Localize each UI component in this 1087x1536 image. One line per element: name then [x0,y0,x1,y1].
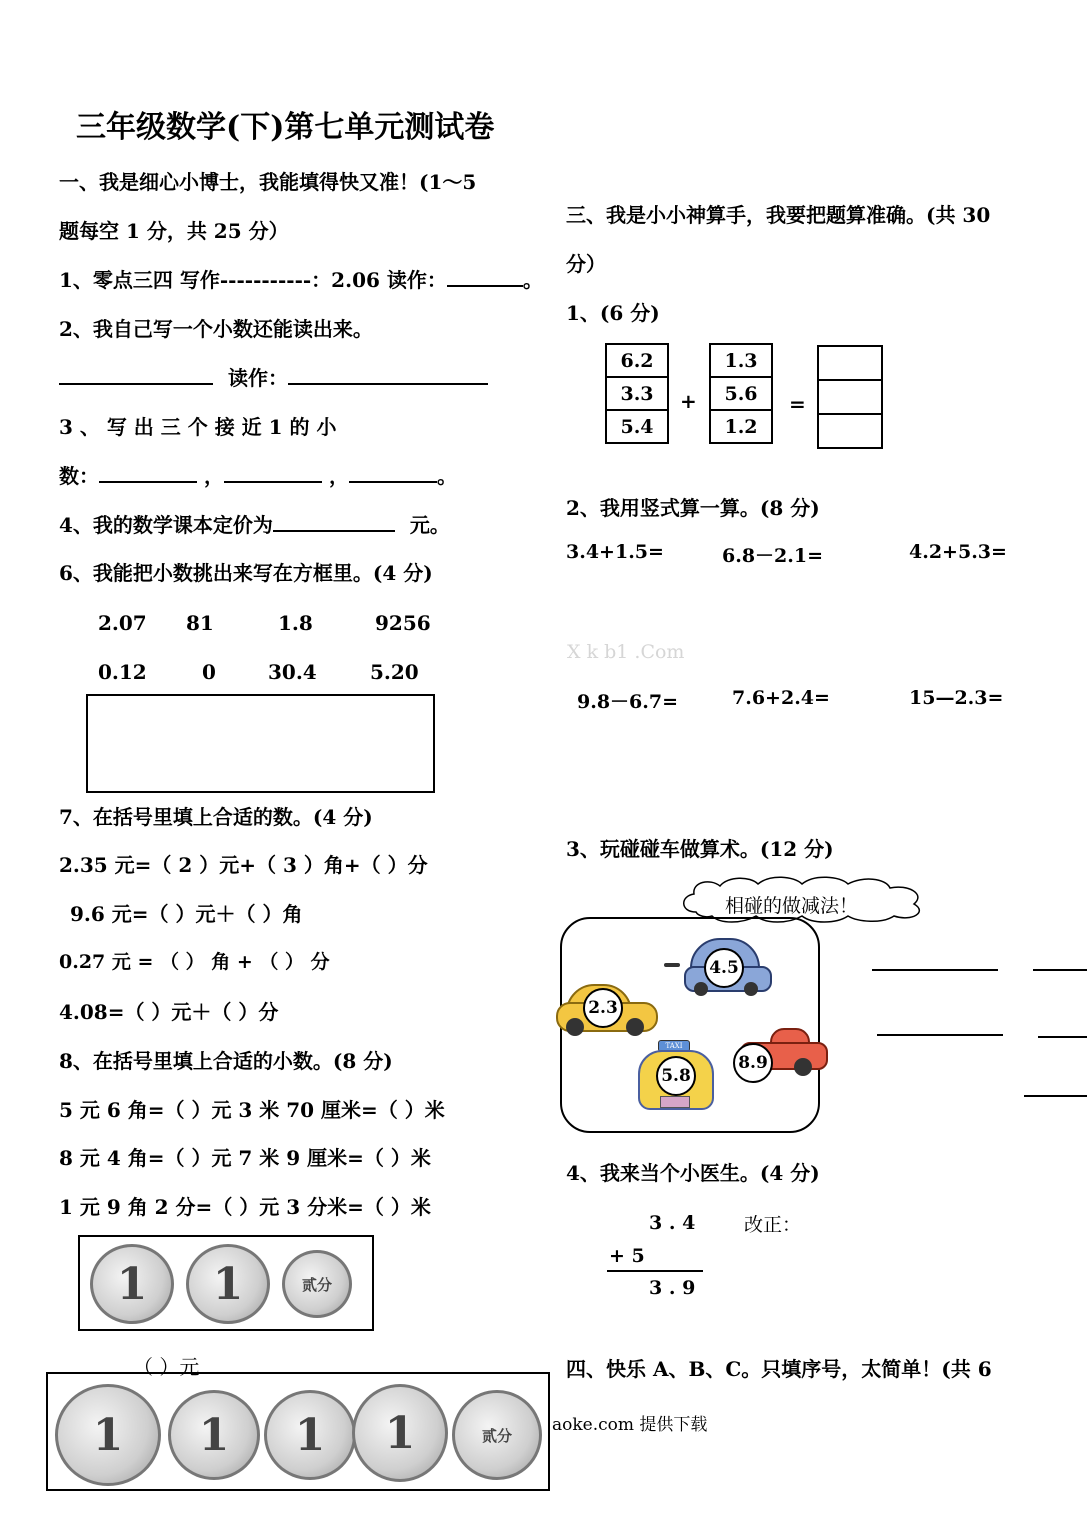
cell: 1.3 [709,343,773,378]
one-yuan-coin-icon: 1 [90,1244,174,1324]
question-3: 3 、 写 出 三 个 接 近 1 的 小 [59,415,337,439]
comma: ， [203,464,224,488]
question-6: 6、我能把小数挑出来写在方框里。(4 分) [59,561,433,585]
answer-cell[interactable] [817,413,883,449]
number: 30.4 [268,660,317,684]
question-3-label: 数： [59,464,99,488]
section-3-heading: 三、我是小小神算手，我要把题算准确。(共 30 [566,203,991,227]
unit-yuan: 元。 [409,513,450,537]
vertical-addend-1: 3 . 4 [649,1212,696,1234]
cell: 5.4 [605,409,669,444]
question-7-line-4: 4.08=（ ）元＋（ ）分 [59,1000,279,1024]
question-7-line-2: 9.6 元=（ ）元＋（ ）角 [70,902,303,926]
number: 0 [202,660,216,684]
cell: 6.2 [605,343,669,378]
calc-item: 15—2.3= [909,687,1004,709]
two-fen-coin-icon: 贰分 [282,1250,352,1318]
calc-item: 7.6+2.4= [732,687,830,709]
sum-line [607,1270,703,1272]
number: 81 [186,611,214,635]
number: 2.07 [98,611,147,635]
plus-sign: + [680,389,697,413]
period: 。 [522,268,543,292]
calc-question-3: 3、玩碰碰车做算术。(12 分) [566,837,834,861]
question-2: 2、我自己写一个小数还能读出来。 [59,317,373,341]
number: 9256 [375,611,431,635]
question-1 [59,264,543,293]
column-b [709,345,773,444]
cell: 3.3 [605,376,669,411]
answer-blank[interactable] [273,529,395,532]
car-value: 4.5 [704,948,744,988]
result-column [817,347,883,449]
one-yuan-coin-icon: 1 [55,1384,161,1486]
number-row-2 [98,660,419,684]
question-3-answer [59,460,457,489]
cell: 1.2 [709,409,773,444]
question-1-text: 1、零点三四 写作-----------：2.06 读作： [59,268,447,292]
page-title: 三年级数学(下)第七单元测试卷 [76,110,495,145]
question-7-line-3: 0.27 元 = （ ） 角 + （ ） 分 [59,951,330,973]
question-8-line-2: 8 元 4 角=（ ）元 7 米 9 厘米=（ ）米 [59,1146,431,1170]
answer-cell[interactable] [817,379,883,415]
answer-blank[interactable] [447,284,523,287]
question-8: 8、在括号里填上合适的小数。(8 分) [59,1049,393,1073]
calc-question-1: 1、(6 分) [566,301,660,325]
taxi-icon: TAXI [634,1040,714,1112]
answer-line[interactable] [1033,969,1087,971]
number: 0.12 [98,660,147,684]
question-2-answer [59,362,488,391]
question-7: 7、在括号里填上合适的数。(4 分) [59,805,373,829]
section-3-heading-cont: 分） [566,252,606,276]
question-4-text: 4、我的数学课本定价为 [59,513,273,537]
one-yuan-coin-icon: 1 [168,1390,260,1480]
calc-item: 4.2+5.3= [909,541,1007,563]
section-1-heading-cont: 题每空 1 分，共 25 分） [59,219,289,243]
correction-label: 改正： [744,1214,802,1236]
answer-line[interactable] [877,1034,1003,1036]
answer-cell[interactable] [817,345,883,381]
number: 1.8 [278,611,313,635]
calc-item: 6.8－2.1= [722,545,824,567]
calc-item: 9.8－6.7= [577,691,679,713]
question-8-line-1: 5 元 6 角=（ ）元 3 米 70 厘米=（ ）米 [59,1098,445,1122]
answer-blank[interactable] [99,480,197,483]
answer-box[interactable] [86,694,435,793]
cloud-text: 相碰的做减法！ [725,895,859,917]
cell: 5.6 [709,376,773,411]
footer-source: aoke.com 提供下载 [552,1415,708,1435]
vertical-result: 3 . 9 [649,1277,696,1299]
one-yuan-coin-icon: 1 [186,1244,270,1324]
answer-blank[interactable] [349,480,437,483]
calc-item: 3.4+1.5= [566,541,664,563]
motion-lines [664,963,680,967]
period: 。 [436,464,457,488]
question-7-line-1: 2.35 元=（ 2 ）元+（ 3 ）角+（ ）分 [59,853,428,877]
watermark: X k b1 .Com [567,641,685,663]
question-4 [59,509,450,538]
section-4-heading: 四、快乐 A、B、C。只填序号，太简单！(共 6 [566,1357,992,1381]
answer-line[interactable] [1024,1095,1087,1097]
calc-question-2: 2、我用竖式算一算。(8 分) [566,496,820,520]
one-yuan-coin-icon: 1 [264,1390,356,1480]
answer-blank[interactable] [224,480,322,483]
question-8-line-3: 1 元 9 角 2 分=（ ）元 3 分米=（ ）米 [59,1195,431,1219]
section-1-heading: 一、我是细心小博士，我能填得快又准！(1～5 [59,170,477,194]
car-value: 2.3 [583,988,623,1028]
vertical-addend-2: + 5 [609,1245,645,1267]
two-fen-coin-icon: 贰分 [452,1390,542,1480]
column-a [605,345,669,444]
answer-line[interactable] [1038,1036,1087,1038]
number: 5.20 [370,660,419,684]
number-row-1 [98,611,431,635]
equals-sign: = [789,392,806,416]
answer-blank[interactable] [59,382,213,385]
coins-answer: （ ）元 [133,1355,200,1379]
comma: ， [328,464,349,488]
one-yuan-coin-icon: 1 [352,1384,448,1482]
car-value: 8.9 [733,1043,773,1083]
read-label: 读作： [227,366,288,390]
calc-question-4: 4、我来当个小医生。(4 分) [566,1161,820,1185]
answer-line[interactable] [872,969,998,971]
car-value: 5.8 [656,1056,696,1096]
answer-blank[interactable] [288,382,488,385]
